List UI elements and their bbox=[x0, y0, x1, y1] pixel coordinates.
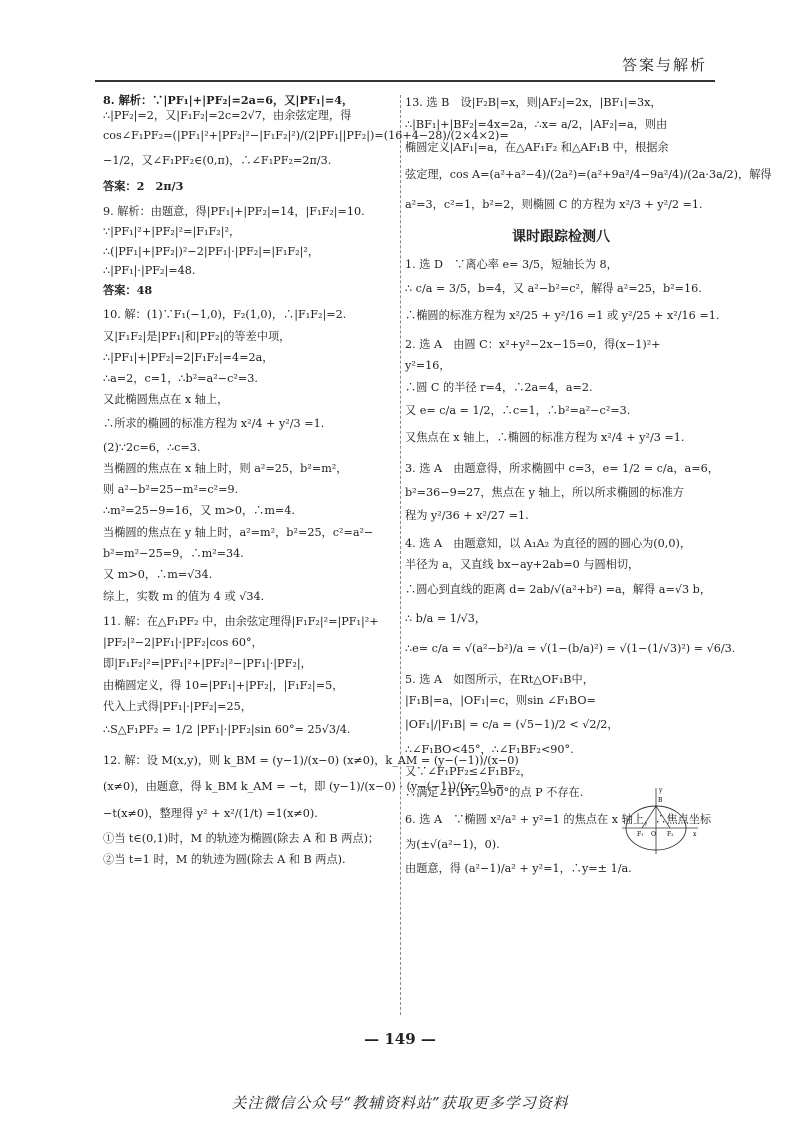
solution-line: ∴|PF₂|=2，又|F₁F₂|=2c=2√7，由余弦定理，得 bbox=[103, 109, 352, 123]
footer-note: 关注微信公众号“教辅资料站”获取更多学习资料 bbox=[231, 1094, 569, 1112]
ellipse-figure bbox=[620, 786, 700, 856]
solution-line: ∴∠F₁BO<45°，∴∠F₁BF₂<90°. bbox=[405, 743, 574, 757]
solution-line: b²=m²−25=9，∴m²=34. bbox=[103, 546, 244, 560]
solution-line: ∴椭圆的标准方程为 x²/25 + y²/16 =1 或 y²/25 + x²/16 =1. bbox=[405, 309, 720, 323]
solution-line: 又焦点在 x 轴上，∴椭圆的标准方程为 x²/4 + y²/3 =1. bbox=[405, 430, 685, 444]
solution-line: 2. 选 A 由圆 C：x²+y²−2x−15=0，得(x−1)²+ bbox=[405, 338, 661, 352]
solution-line: (2)∵2c=6，∴c=3. bbox=[103, 440, 201, 454]
solution-line: ②当 t=1 时，M 的轨迹为圆(除去 A 和 B 两点). bbox=[103, 852, 346, 866]
solution-11 bbox=[103, 611, 388, 744]
solution-line: ∴|PF₁|·|PF₂|=48. bbox=[103, 264, 196, 278]
solution-line: ∴圆心到直线的距离 d= 2ab/√(a²+b²) =a，解得 a=√3 b， bbox=[405, 583, 712, 597]
solution-10 bbox=[103, 304, 388, 606]
answer-line: 答案：2 2π/3 bbox=[103, 178, 184, 193]
solution-line: 3. 选 A 由题意得，所求椭圆中 c=3，e= 1/2 = c/a，a=6， bbox=[405, 461, 719, 475]
solution-line: −t(x≠0)，整理得 y² + x²/(1/t) =1(x≠0). bbox=[103, 806, 318, 820]
solution-line: ①当 t∈(0,1)时，M 的轨迹为椭圆(除去 A 和 B 两点)； bbox=[103, 831, 380, 845]
solution-line: 半径为 a，又直线 bx−ay+2ab=0 与圆相切， bbox=[405, 557, 640, 571]
exercise-3 bbox=[405, 456, 717, 529]
page-header bbox=[95, 52, 715, 82]
solution-line: 当椭圆的焦点在 y 轴上时，a²=m²，b²=25，c²=a²− bbox=[103, 525, 374, 539]
solution-line: 4. 选 A 由题意知，以 A₁A₂ 为直径的圆的圆心为(0,0)， bbox=[405, 536, 692, 550]
solution-line: 9. 解析：由题意，得|PF₁|+|PF₂|=14，|F₁F₂|=10. bbox=[103, 205, 365, 219]
column-divider bbox=[400, 95, 401, 1015]
solution-line: 由椭圆定义，得 10=|PF₁|+|PF₂|，|F₁F₂|=5， bbox=[103, 678, 344, 692]
solution-line: 程为 y²/36 + x²/27 =1. bbox=[405, 508, 529, 522]
right-column bbox=[405, 92, 772, 883]
solution-line: 又|F₁F₂|是|PF₁|和|PF₂|的等差中项， bbox=[103, 329, 291, 343]
solution-line: y²=16， bbox=[405, 359, 451, 373]
solution-line: cos∠F₁PF₂=(|PF₁|²+|PF₂|²−|F₁F₂|²)/(2|PF₁||PF₂|)=(16+4−28)/(2×4×2)= bbox=[103, 129, 509, 143]
solution-line: ∴|BF₁|+|BF₂|=4x=2a，∴x= a/2，|AF₂|=a，则由 bbox=[405, 118, 668, 132]
solution-line: (x≠0)，由题意，得 k_BM k_AM = −t，即 (y−1)/(x−0) · (y−(−1))/(x−0) = bbox=[103, 779, 505, 793]
solution-line: |PF₂|²−2|PF₁|·|PF₂|cos 60°， bbox=[103, 636, 263, 650]
solution-line: 又∵∠F₁PF₂≤∠F₁BF₂， bbox=[405, 764, 532, 778]
solution-line: ∴(|PF₁|+|PF₂|)²−2|PF₁|·|PF₂|=|F₁F₂|²， bbox=[103, 244, 320, 258]
label-f2: F₂ bbox=[667, 831, 674, 838]
solution-line: ∴e= c/a = √(a²−b²)/a = √(1−(b/a)²) = √(1−(1/√3)²) = √6/3. bbox=[405, 642, 736, 656]
label-f1: F₁ bbox=[637, 831, 644, 838]
solution-line: |F₁B|=a，|OF₁|=c，则sin ∠F₁BO= bbox=[405, 694, 596, 707]
label-y: y bbox=[659, 787, 663, 794]
solution-line: 12. 解：设 M(x,y)，则 k_BM = (y−1)/(x−0) (x≠0)，k_AM = (y−(−1))/(x−0) bbox=[103, 754, 519, 768]
exercise-2 bbox=[405, 334, 717, 452]
solution-line: ∴ c/a = 3/5，b=4，又 a²−b²=c²，解得 a²=25，b²=16. bbox=[405, 282, 702, 296]
exercise-4 bbox=[405, 533, 736, 665]
solution-line: b²=36−9=27，焦点在 y 轴上，所以所求椭圆的标准方 bbox=[405, 485, 684, 499]
solution-line: 综上，实数 m 的值为 4 或 √34. bbox=[103, 589, 265, 603]
solution-line: 由题意，得 (a²−1)/a² + y²=1，∴y=± 1/a. bbox=[405, 862, 632, 876]
solution-line: ∵|PF₁|²+|PF₂|²=|F₁F₂|²， bbox=[103, 224, 241, 238]
solution-13 bbox=[405, 92, 772, 219]
solution-line: ∴S△F₁PF₂ = 1/2 |PF₁|·|PF₂|sin 60°= 25√3/4. bbox=[103, 723, 351, 737]
solution-line: ∴a=2，c=1，∴b²=a²−c²=3. bbox=[103, 372, 258, 386]
solution-8 bbox=[103, 92, 509, 198]
solution-line: 13. 选 B 设|F₂B|=x，则|AF₂|=2x，|BF₁|=3x， bbox=[405, 96, 662, 109]
label-x: x bbox=[693, 831, 697, 838]
solution-line: 椭圆定义|AF₁|=a，在△AF₁F₂ 和△AF₁B 中，根据余 bbox=[405, 140, 669, 154]
solution-line: |OF₁|/|F₁B| = c/a = (√5−1)/2 < √2/2， bbox=[405, 718, 619, 732]
header-title: 答案与解析 bbox=[621, 56, 707, 74]
solution-line: ∴圆 C 的半径 r=4，∴2a=4，a=2. bbox=[405, 380, 593, 394]
solution-9 bbox=[103, 202, 388, 300]
solution-line: ∴m²=25−9=16，又 m>0，∴m=4. bbox=[103, 504, 295, 518]
solution-line: 10. 解：(1)∵F₁(−1,0)，F₂(1,0)，∴|F₁F₂|=2. bbox=[103, 308, 347, 322]
answer-line: 答案：48 bbox=[103, 282, 153, 297]
solution-line: 为(±√(a²−1)，0). bbox=[405, 837, 500, 851]
label-b: B bbox=[658, 797, 663, 804]
solution-line: 11. 解：在△F₁PF₂ 中，由余弦定理得|F₁F₂|²=|PF₁|²+ bbox=[103, 614, 379, 628]
solution-line: ∴|PF₁|+|PF₂|=2|F₁F₂|=4=2a， bbox=[103, 350, 274, 364]
solution-line: 6. 选 A ∵椭圆 x²/a² + y²=1 的焦点在 x 轴上，∴焦点坐标 bbox=[405, 813, 712, 827]
exercise-1 bbox=[405, 253, 720, 330]
segment-bf1 bbox=[642, 806, 656, 828]
section-title: 课时跟踪检测八 bbox=[512, 228, 610, 245]
solution-line: 8. 解析：∵|PF₁|+|PF₂|=2a=6，又|PF₁|=4， bbox=[103, 93, 354, 107]
solution-line: 弦定理，cos A=(a²+a²−4)/(2a²)=(a²+9a²/4−9a²/4)/(2a·3a/2)，解得 bbox=[405, 168, 772, 182]
solution-line: 代入上式得|PF₁|·|PF₂|=25， bbox=[103, 699, 252, 713]
exercise-5 bbox=[405, 669, 619, 803]
solution-line: ∴满足∠F₁PF₂=90°的点 P 不存在. bbox=[405, 785, 584, 799]
solution-line: 又 m>0，∴m=√34. bbox=[103, 568, 213, 582]
solution-line: 1. 选 D ∵离心率 e= 3/5，短轴长为 8， bbox=[405, 257, 618, 271]
solution-line: ∴所求的椭圆的标准方程为 x²/4 + y²/3 =1. bbox=[103, 416, 325, 430]
segment-bf2 bbox=[656, 806, 670, 828]
solution-line: 即|F₁F₂|²=|PF₁|²+|PF₂|²−|PF₁|·|PF₂|， bbox=[103, 657, 312, 671]
solution-line: −1/2，又∠F₁PF₂∈(0,π)，∴∠F₁PF₂=2π/3. bbox=[103, 154, 332, 168]
solution-line: 则 a²−b²=25−m²=c²=9. bbox=[103, 483, 239, 497]
solution-line: 又此椭圆焦点在 x 轴上， bbox=[103, 393, 229, 407]
solution-line: ∴ b/a = 1/√3， bbox=[405, 612, 487, 626]
page-number: — 149 — bbox=[364, 1030, 436, 1048]
solution-line: a²=3，c²=1，b²=2，则椭圆 C 的方程为 x²/3 + y²/2 =1. bbox=[405, 197, 703, 211]
solution-line: 又 e= c/a = 1/2，∴c=1，∴b²=a²−c²=3. bbox=[405, 403, 631, 417]
solution-line: 5. 选 A 如图所示，在Rt△OF₁B中， bbox=[405, 672, 594, 686]
label-o: O bbox=[651, 831, 656, 838]
solution-line: 当椭圆的焦点在 x 轴上时，则 a²=25，b²=m²， bbox=[103, 461, 348, 475]
